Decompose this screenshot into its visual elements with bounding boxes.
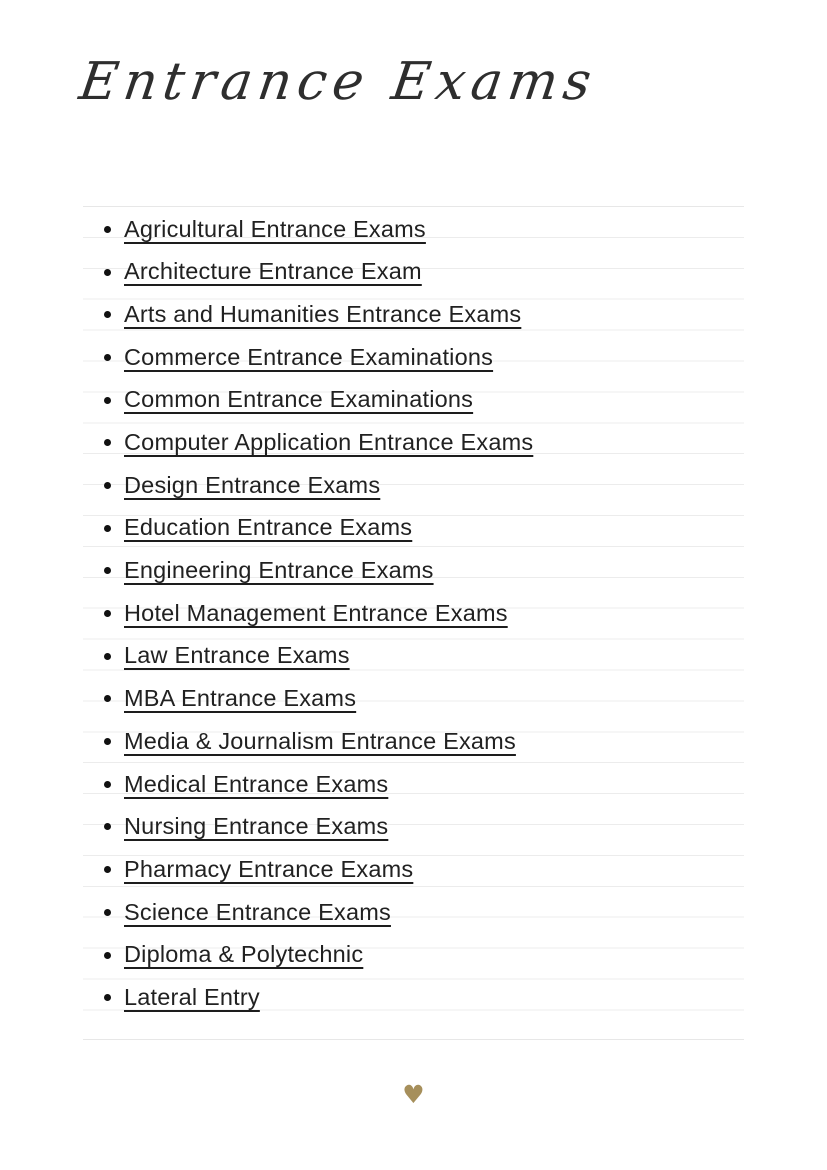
exam-link-education[interactable]: Education Entrance Exams [124, 514, 413, 541]
page-title: Entrance Exams [75, 52, 601, 112]
list-item [83, 507, 744, 550]
list-item [83, 208, 744, 251]
bullet-icon [104, 354, 111, 361]
list-item [83, 464, 744, 507]
bullet-icon [104, 653, 111, 660]
exam-list-container [83, 206, 744, 1040]
exam-list [83, 207, 744, 1019]
bullet-icon [104, 525, 111, 532]
page-footer [0, 1082, 827, 1108]
exam-link-hotel-management[interactable]: Hotel Management Entrance Exams [124, 599, 508, 626]
exam-link-common[interactable]: Common Entrance Examinations [124, 386, 474, 413]
list-item [83, 720, 744, 763]
exam-link-agricultural[interactable]: Agricultural Entrance Exams [124, 215, 426, 242]
bullet-icon [104, 567, 111, 574]
exam-link-law[interactable]: Law Entrance Exams [124, 642, 350, 669]
list-item [83, 678, 744, 721]
exam-link-lateral-entry[interactable]: Lateral Entry [124, 983, 260, 1010]
bullet-icon [104, 952, 111, 959]
list-item [83, 550, 744, 593]
exam-link-medical[interactable]: Medical Entrance Exams [124, 770, 389, 797]
bullet-icon [104, 311, 111, 318]
exam-link-diploma-polytechnic[interactable]: Diploma & Polytechnic [124, 941, 364, 968]
exam-link-nursing[interactable]: Nursing Entrance Exams [124, 813, 389, 840]
list-item [83, 379, 744, 422]
list-item [83, 293, 744, 336]
list-item [83, 421, 744, 464]
exam-link-computer-application[interactable]: Computer Application Entrance Exams [124, 429, 534, 456]
bullet-icon [104, 823, 111, 830]
list-item [83, 251, 744, 294]
list-item [83, 336, 744, 379]
exam-link-design[interactable]: Design Entrance Exams [124, 471, 381, 498]
bullet-icon [104, 738, 111, 745]
exam-link-architecture[interactable]: Architecture Entrance Exam [124, 258, 422, 285]
bullet-icon [104, 610, 111, 617]
list-item [83, 592, 744, 635]
exam-link-arts-humanities[interactable]: Arts and Humanities Entrance Exams [124, 300, 522, 327]
list-item [83, 806, 744, 849]
bullet-icon [104, 226, 111, 233]
exam-link-pharmacy[interactable]: Pharmacy Entrance Exams [124, 855, 414, 882]
exam-link-media-journalism[interactable]: Media & Journalism Entrance Exams [124, 727, 516, 754]
exam-link-mba[interactable]: MBA Entrance Exams [124, 685, 357, 712]
list-item [83, 848, 744, 891]
heart-icon: ♥ [402, 1080, 425, 1109]
bullet-icon [104, 781, 111, 788]
bullet-icon [104, 269, 111, 276]
bullet-icon [104, 909, 111, 916]
list-item [83, 635, 744, 678]
exam-link-science[interactable]: Science Entrance Exams [124, 898, 391, 925]
list-item [83, 891, 744, 934]
list-item [83, 763, 744, 806]
bullet-icon [104, 695, 111, 702]
bullet-icon [104, 482, 111, 489]
list-item [83, 976, 744, 1019]
list-item [83, 934, 744, 977]
bullet-icon [104, 397, 111, 404]
bullet-icon [104, 866, 111, 873]
bullet-icon [104, 439, 111, 446]
exam-link-engineering[interactable]: Engineering Entrance Exams [124, 557, 434, 584]
bullet-icon [104, 994, 111, 1001]
exam-link-commerce[interactable]: Commerce Entrance Examinations [124, 343, 494, 370]
